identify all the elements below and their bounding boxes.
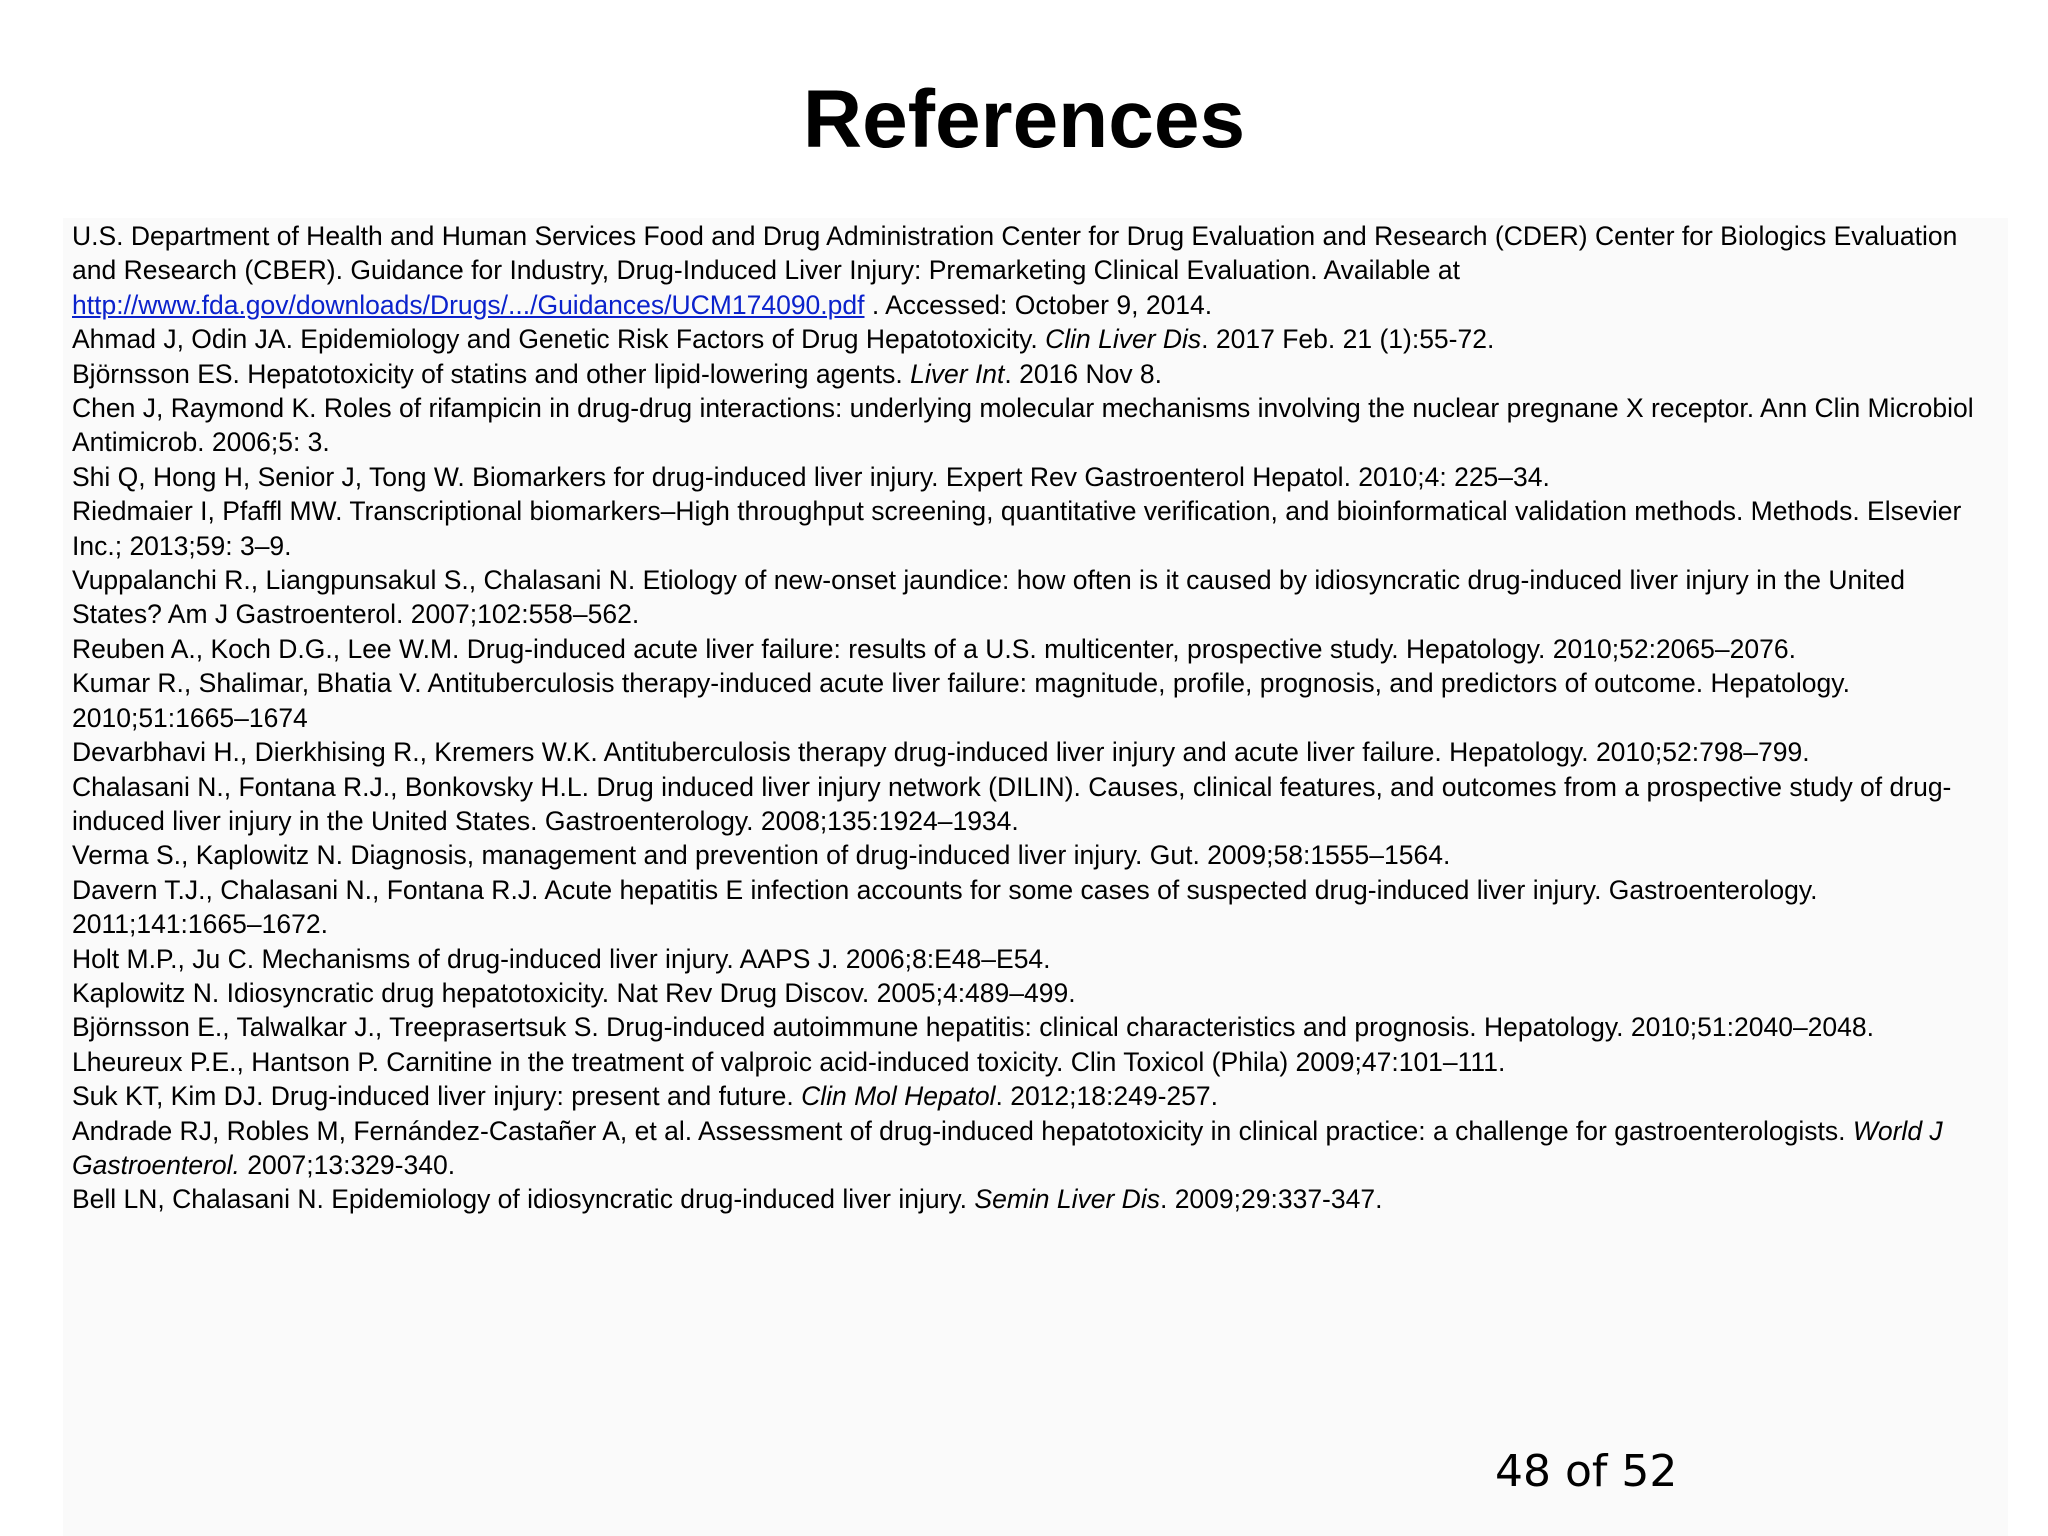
reference-text: Lheureux P.E., Hantson P. Carnitine in the treatment of valproic acid-induced toxicity. Clin Toxicol (Phila) 2009;47:101–111. — [72, 1046, 1506, 1077]
reference-tail: . 2016 Nov 8. — [1004, 358, 1163, 389]
reference-text: Kaplowitz N. Idiosyncratic drug hepatotoxicity. Nat Rev Drug Discov. 2005;4:489–499. — [72, 977, 1076, 1008]
reference-item — [72, 1079, 2002, 1113]
reference-text: Chen J, Raymond K. Roles of rifampicin in drug-drug interactions: underlying molecular mechanisms involving the nuclear pregnane X receptor. Ann Clin Microbiol Antimicrob. 2006;5: 3. — [72, 393, 1974, 458]
slide-title: References — [802, 74, 1246, 165]
reference-tail: . Accessed: October 9, 2014. — [864, 289, 1213, 320]
reference-tail: . 2017 Feb. 21 (1):55-72. — [1201, 324, 1495, 355]
reference-tail: . 2009;29:337-347. — [1159, 1184, 1383, 1215]
journal-name: Liver Int — [910, 358, 1005, 389]
reference-text: Bell LN, Chalasani N. Epidemiology of idiosyncratic drug-induced liver injury. — [72, 1184, 975, 1215]
reference-text: Kumar R., Shalimar, Bhatia V. Antituberculosis therapy-induced acute liver failure: magnitude, profile, prognosis, and predictors of outcome. Hepatology. 2010;51:1665–1674 — [72, 668, 1850, 733]
reference-item — [72, 391, 2002, 460]
reference-item — [72, 666, 2002, 735]
reference-text: Andrade RJ, Robles M, Fernández-Castañer A, et al. Assessment of drug-induced hepatotoxicity in clinical practice: a challenge for gastroenterologists. — [72, 1115, 1853, 1146]
reference-text: U.S. Department of Health and Human Services Food and Drug Administration Center for Drug Evaluation and Research (CDER) Center for Biologics Evaluation and Research (CBER). Guidance for Industry, Drug-Induced Liver Injury: Premarketing Clinical Evaluation. Available at — [72, 221, 1958, 286]
reference-item — [72, 1114, 2002, 1183]
reference-item — [72, 770, 2002, 839]
reference-item — [72, 219, 2002, 322]
page-number: 48 of 52 — [1495, 1446, 1678, 1497]
reference-item — [72, 322, 2002, 356]
reference-list — [72, 219, 2002, 1217]
reference-text: Davern T.J., Chalasani N., Fontana R.J. Acute hepatitis E infection accounts for some cases of suspected drug-induced liver injury. Gastroenterology. 2011;141:1665–1672. — [72, 874, 1818, 940]
reference-item — [72, 873, 2002, 942]
reference-item — [72, 460, 2002, 494]
reference-text: Reuben A., Koch D.G., Lee W.M. Drug-induced acute liver failure: results of a U.S. multicenter, prospective study. Hepatology. 2010;52:2065–2076. — [72, 633, 1796, 664]
reference-text: Devarbhavi H., Dierkhising R., Kremers W.K. Antituberculosis therapy drug-induced liver injury and acute liver failure. Hepatology. 2010;52:798–799. — [72, 737, 1810, 768]
reference-text: Chalasani N., Fontana R.J., Bonkovsky H.L. Drug induced liver injury network (DILIN). Causes, clinical features, and outcomes from a prospective study of drug-induced liver injury in the United States. Gastroenterology. 2008;135:1924–1934. — [72, 771, 1952, 836]
reference-item — [72, 632, 2002, 666]
reference-text: Björnsson E., Talwalkar J., Treeprasertsuk S. Drug-induced autoimmune hepatitis: clinical characteristics and prognosis. Hepatology. 2010;51:2040–2048. — [72, 1012, 1874, 1043]
reference-text: Ahmad J, Odin JA. Epidemiology and Genetic Risk Factors of Drug Hepatotoxicity. — [72, 324, 1046, 355]
reference-item — [72, 838, 2002, 872]
reference-item — [72, 1182, 2002, 1216]
guidance-link[interactable]: http://www.fda.gov/downloads/Drugs/.../Guidances/UCM174090.pdf — [72, 289, 865, 320]
reference-item — [72, 1010, 2002, 1044]
reference-text: Vuppalanchi R., Liangpunsakul S., Chalasani N. Etiology of new-onset jaundice: how often is it caused by idiosyncratic drug-induced liver injury in the United States? Am J Gastroenterol. 2007;102:558–562. — [72, 565, 1905, 630]
journal-name: Semin Liver Dis — [974, 1184, 1160, 1215]
reference-item — [72, 942, 2002, 976]
reference-text: Verma S., Kaplowitz N. Diagnosis, management and prevention of drug-induced liver injury. Gut. 2009;58:1555–1564. — [72, 840, 1451, 871]
reference-tail: 2007;13:329-340. — [239, 1149, 456, 1180]
reference-item — [72, 735, 2002, 769]
reference-text: Suk KT, Kim DJ. Drug-induced liver injury: present and future. — [72, 1081, 802, 1112]
reference-text: Shi Q, Hong H, Senior J, Tong W. Biomarkers for drug-induced liver injury. Expert Rev Gastroenterol Hepatol. 2010;4: 225–34. — [72, 461, 1550, 492]
reference-item — [72, 563, 2002, 632]
reference-item — [72, 357, 2002, 391]
reference-tail: . 2012;18:249-257. — [995, 1081, 1218, 1112]
reference-text: Riedmaier I, Pfaffl MW. Transcriptional biomarkers–High throughput screening, quantitative verification, and bioinformatical validation methods. Methods. Elsevier Inc.; 2013;59: 3–9. — [72, 496, 1962, 561]
reference-text: Björnsson ES. Hepatotoxicity of statins and other lipid-lowering agents. — [72, 358, 911, 389]
reference-item — [72, 976, 2002, 1010]
journal-name: Clin Liver Dis — [1045, 324, 1202, 355]
reference-text: Holt M.P., Ju C. Mechanisms of drug-induced liver injury. AAPS J. 2006;8:E48–E54. — [72, 943, 1051, 974]
journal-name: World J Gastroenterol. — [72, 1115, 1943, 1180]
reference-item — [72, 494, 2002, 563]
reference-item — [72, 1045, 2002, 1079]
journal-name: Clin Mol Hepatol — [801, 1081, 996, 1112]
